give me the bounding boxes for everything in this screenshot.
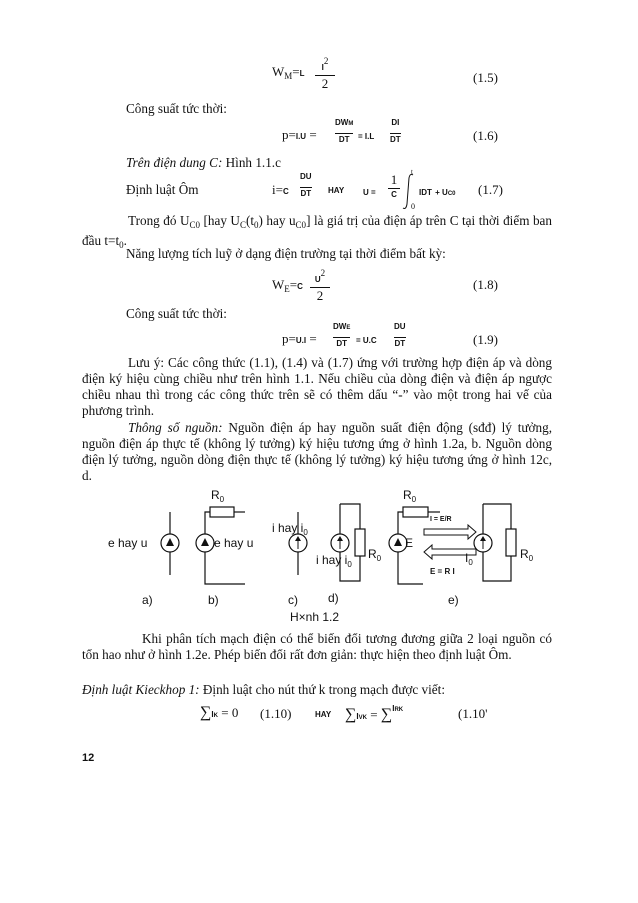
label-R0-d: $R_0$	[368, 547, 382, 563]
eq-number-1-10: (1.10)	[260, 706, 292, 721]
label-R0-b: $R_0$	[211, 488, 225, 504]
label-E: E	[405, 536, 414, 550]
nang-luong-text: Năng lượng tích luỹ ở dạng điện trường tại thời điểm bất kỳ:	[126, 246, 446, 261]
equation-1-5-fraction: $I^2$ 2	[315, 56, 335, 92]
eq-number-1-10-prime: (1.10'	[458, 706, 488, 721]
equation-1-9-frac2: DU DT	[394, 322, 406, 348]
equation-1-7-hay: HAY	[328, 186, 345, 195]
equation-1-7-frac2: 1 C	[388, 172, 400, 199]
paragraph-thong-so: Thông số nguồn: Nguồn điện áp hay nguồn suất điện động (sđđ) lý tưởng, nguồn điện áp thực tế (không lý tưởng) ký hiệu tương ứng ở hình 1.2a, b. Nguồn dòng điện lý tưởng, nguồn dòng điện thực tế (không lý tưởng) ký hiệu tương ứng ở hình 12c, d.	[82, 420, 553, 483]
equation-1-10-hay: HAY	[315, 710, 332, 719]
equation-1-10-alt: ∑IVK = ∑$^{IRK}$	[345, 704, 404, 723]
kieckhop-line: Định luật Kieckhop 1: Định luật cho nút thứ k trong mạch được viết:	[82, 682, 445, 697]
dinh-luat-om-label: Định luật Ôm	[126, 182, 199, 197]
equation-1-7-rest: IDT + UC0	[419, 188, 456, 197]
caption-c: c)	[288, 593, 298, 607]
equation-1-8-fraction: $U^2$ 2	[310, 268, 330, 304]
eq-number-1-6: (1.6)	[473, 128, 498, 143]
eq-number-1-8: (1.8)	[473, 277, 498, 292]
equation-1-7-frac: DU DT	[300, 172, 312, 198]
equation-1-9: p=U.I =	[282, 331, 317, 346]
equation-1-7-lhs: i=C	[272, 182, 289, 197]
label-i-hay-i0-c: i hay $i_0$	[272, 521, 308, 537]
cong-suat-label-1: Công suất tức thời:	[126, 101, 227, 116]
label-I0-eq: I = E/R	[430, 516, 452, 523]
integral-lower: 0	[411, 202, 415, 211]
label-e-hay-u-b: e hay u	[214, 536, 254, 550]
eq-number-1-7: (1.7)	[478, 182, 503, 197]
resistor-d	[355, 529, 365, 556]
equation-1-6-frac2: DI DT	[390, 118, 401, 144]
eq-number-1-5: (1.5)	[473, 70, 498, 85]
figure-title: H×nh 1.2	[290, 610, 340, 624]
label-R0-e-right: $R_0$	[520, 547, 534, 563]
equation-1-9-part2: = U.C	[356, 336, 377, 345]
cong-suat-label-2: Công suất tức thời:	[126, 306, 227, 321]
equation-1-5: $W_M=L$	[272, 64, 305, 81]
resistor-e-left	[403, 507, 428, 517]
label-R0-e: $R_0$	[403, 488, 417, 504]
tren-dien-dung-label: Trên điện dung C: Hình 1.1.c	[126, 155, 281, 170]
integral-sign-icon	[401, 172, 419, 212]
caption-d: d)	[328, 591, 339, 605]
label-I0: $I_0$	[465, 551, 473, 567]
figure-1-2	[80, 484, 550, 624]
page-number: 12	[82, 752, 95, 764]
resistor-b	[210, 507, 234, 517]
paragraph-luu-y: Lưu ý: Các công thức (1.1), (1.4) và (1.7) ứng với trường hợp điện áp và dòng điện ký hiệu cùng chiều như trên hình 1.1. Nếu chiều của dòng điện và điện áp ngược chiều nhau thì trong các công thức trên sẽ có thêm dấu “-” vào một trong hai vế của phương trình.	[82, 355, 552, 418]
paragraph-khi-phan-tich: Khi phân tích mạch điện có thể biến đổi tương đương giữa 2 loại nguồn có tổn hao như ở hình 1.2e. Phép biến đổi rất đơn giản: thực hiện theo định luật Ôm.	[82, 631, 552, 662]
equation-1-6: p=I.U =	[282, 127, 317, 142]
caption-b: b)	[208, 593, 219, 607]
eq-number-1-9: (1.9)	[473, 332, 498, 347]
equation-1-8: $W_E=C$	[272, 277, 303, 294]
equation-1-6-frac1: DWM DT	[335, 118, 354, 144]
equation-1-10: ∑IK = 0	[200, 704, 239, 721]
resistor-e-right	[506, 529, 516, 556]
label-i-hay-i0-d: i hay $i_0$	[316, 553, 352, 569]
label-E-eq: E = R I	[430, 567, 455, 576]
equation-1-7-u: U =	[363, 188, 376, 197]
arrow-right-icon	[424, 525, 476, 539]
integral-upper: t	[411, 168, 413, 176]
equation-1-9-frac1: DWE DT	[333, 322, 351, 348]
equation-1-6-part2: = I.L	[358, 132, 375, 141]
label-e-hay-u-a: e hay u	[108, 536, 148, 550]
caption-a: a)	[142, 593, 153, 607]
paragraph-trong-do: Trong đó $U_{C0}$ [hay $U_C(t_0)$ hay $u_{C0}$] là giá trị của điện áp trên C tại thời điểm ban đầu $t=t_0$.	[82, 213, 552, 250]
caption-e: e)	[448, 593, 459, 607]
